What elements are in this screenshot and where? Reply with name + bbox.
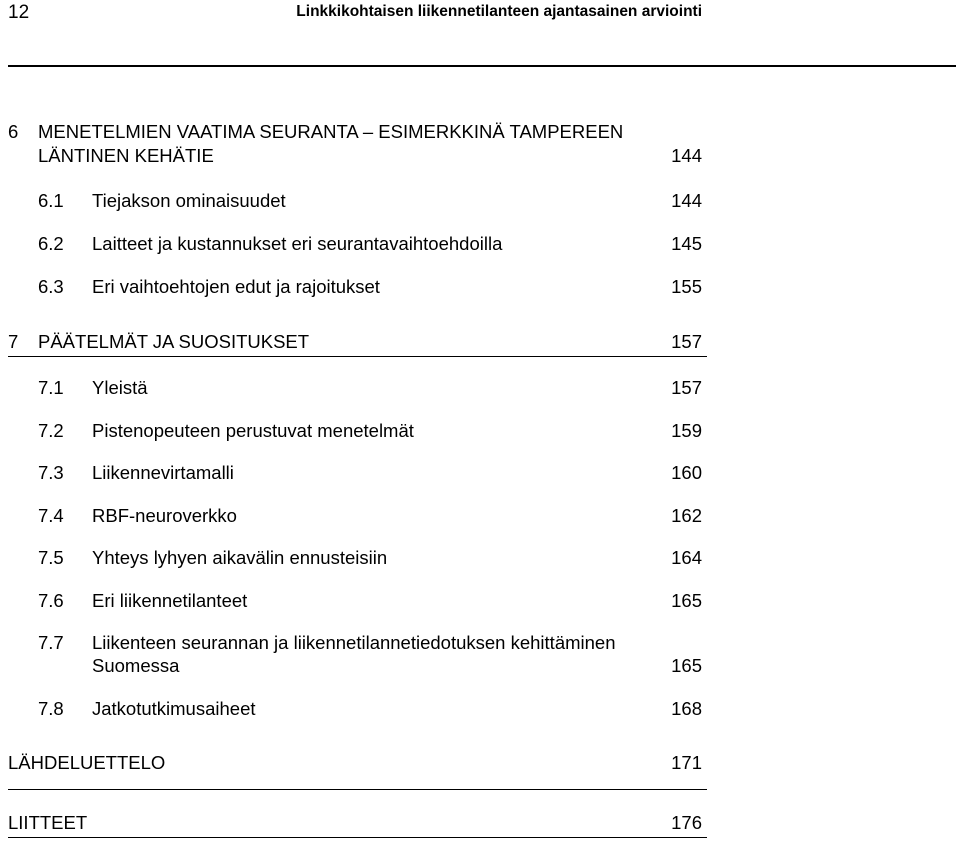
toc-7-4-title: RBF-neuroverkko	[92, 505, 237, 526]
toc-7-3-page: 160	[671, 462, 702, 483]
toc-ch6-title-line2: LÄNTINEN KEHÄTIE	[38, 145, 214, 166]
toc-7-4-page: 162	[671, 505, 702, 526]
header-rule	[8, 65, 956, 67]
toc-appendices-page: 176	[671, 812, 702, 833]
toc-7-8-number: 7.8	[38, 698, 64, 719]
toc-7-3-number: 7.3	[38, 462, 64, 483]
toc-7-8-title: Jatkotutkimusaiheet	[92, 698, 256, 719]
toc-7-6-page: 165	[671, 590, 702, 611]
toc-7-5-page: 164	[671, 547, 702, 568]
running-title: Linkkikohtaisen liikennetilanteen ajantasainen arviointi	[296, 3, 702, 20]
toc-6-2-title: Laitteet ja kustannukset eri seurantavaihtoehdoilla	[92, 233, 503, 254]
toc-7-2-page: 159	[671, 420, 702, 441]
toc-7-6-title: Eri liikennetilanteet	[92, 590, 248, 611]
toc-ch7-number: 7	[8, 331, 19, 352]
toc-7-2-number: 7.2	[38, 420, 64, 441]
toc-6-3-title: Eri vaihtoehtojen edut ja rajoitukset	[92, 276, 380, 297]
toc-6-3-number: 6.3	[38, 276, 64, 297]
toc-7-2-title: Pistenopeuteen perustuvat menetelmät	[92, 420, 414, 441]
toc-ch7-page: 157	[671, 331, 702, 352]
toc-7-1-page: 157	[671, 377, 702, 398]
toc-7-7-title-line1: Liikenteen seurannan ja liikennetilannetiedotuksen kehittäminen	[92, 632, 616, 653]
toc-ch6-title-line1: MENETELMIEN VAATIMA SEURANTA – ESIMERKKINÄ TAMPEREEN	[38, 121, 624, 142]
toc-7-4-number: 7.4	[38, 505, 64, 526]
toc-6-1-title: Tiejakson ominaisuudet	[92, 190, 286, 211]
toc-7-8-page: 168	[671, 698, 702, 719]
toc-appendices-rule	[8, 837, 707, 838]
toc-references-page: 171	[671, 752, 702, 773]
toc-ch6-number: 6	[8, 121, 19, 142]
toc-7-7-page: 165	[671, 655, 702, 676]
page-number: 12	[8, 2, 30, 23]
toc-7-7-title-line2: Suomessa	[92, 655, 180, 676]
toc-ch6-page: 144	[671, 145, 702, 166]
toc-6-1-number: 6.1	[38, 190, 64, 211]
toc-6-1-page: 144	[671, 190, 702, 211]
toc-7-5-title: Yhteys lyhyen aikavälin ennusteisiin	[92, 547, 388, 568]
toc-ch7-title: PÄÄTELMÄT JA SUOSITUKSET	[38, 331, 310, 352]
toc-7-7-number: 7.7	[38, 632, 64, 653]
toc-6-2-page: 145	[671, 233, 702, 254]
toc-7-1-title: Yleistä	[92, 377, 148, 398]
toc-7-3-title: Liikennevirtamalli	[92, 462, 234, 483]
toc-7-5-number: 7.5	[38, 547, 64, 568]
toc-appendices-title: LIITTEET	[8, 812, 88, 833]
toc-references-rule	[8, 789, 707, 790]
toc-7-6-number: 7.6	[38, 590, 64, 611]
toc-ch7-rule	[8, 356, 707, 357]
toc-references-title: LÄHDELUETTELO	[8, 752, 166, 773]
toc-6-3-page: 155	[671, 276, 702, 297]
toc-6-2-number: 6.2	[38, 233, 64, 254]
toc-7-1-number: 7.1	[38, 377, 64, 398]
